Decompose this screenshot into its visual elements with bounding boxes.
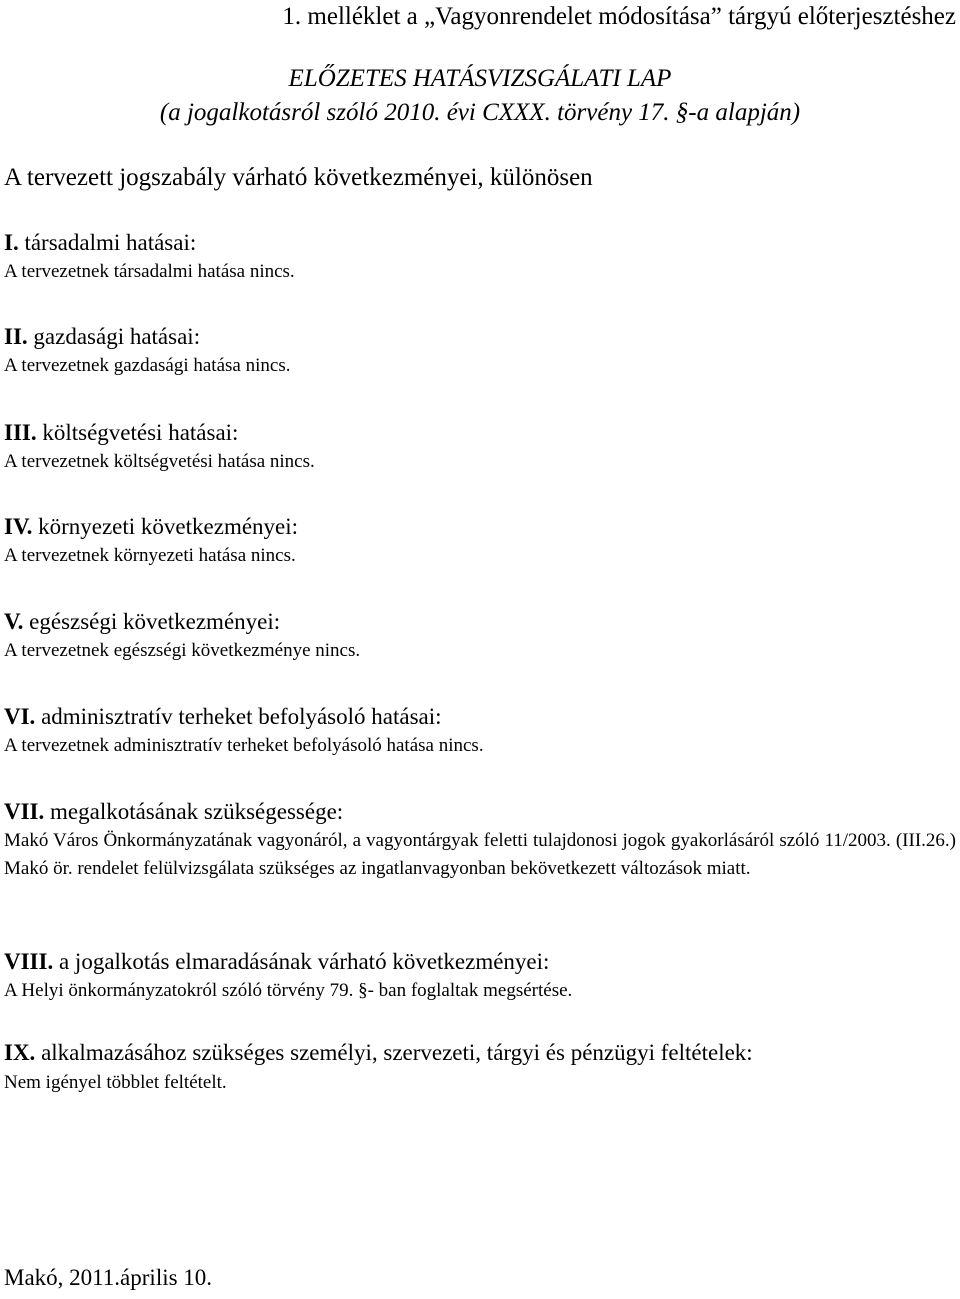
section-number: VI.	[4, 704, 36, 729]
section-budget-impact	[4, 418, 956, 476]
section-title: társadalmi hatásai:	[24, 230, 197, 255]
section-number: V.	[4, 609, 24, 634]
section-title: megalkotásának szükségessége:	[50, 799, 344, 824]
section-heading	[4, 702, 956, 732]
section-title: környezeti következményei:	[38, 514, 299, 539]
section-heading	[4, 947, 956, 977]
section-environmental-impact	[4, 512, 956, 570]
section-heading	[4, 512, 956, 542]
section-title: alkalmazásához szükséges személyi, szervezeti, tárgyi és pénzügyi feltételek:	[41, 1040, 753, 1065]
form-title-main: ELŐZETES HATÁSVIZSGÁLATI LAP	[288, 65, 672, 92]
section-body: Nem igényel többlet feltételt.	[4, 1072, 227, 1093]
section-heading	[4, 607, 956, 637]
section-body: A tervezetnek társadalmi hatása nincs.	[4, 261, 295, 282]
form-title	[0, 62, 960, 130]
section-body: A tervezetnek környezeti hatása nincs.	[4, 545, 296, 566]
section-number: I.	[4, 230, 19, 255]
section-heading	[4, 797, 956, 827]
section-body: A Helyi önkormányzatokról szóló törvény 79. §- ban foglaltak megsértése.	[4, 980, 573, 1001]
section-heading	[4, 322, 956, 352]
place-and-date: Makó, 2011.április 10.	[4, 1265, 213, 1290]
section-heading	[4, 418, 956, 448]
section-number: VIII.	[4, 949, 54, 974]
section-number: IX.	[4, 1040, 36, 1065]
section-health-impact	[4, 607, 956, 665]
section-heading	[4, 228, 956, 258]
section-title: adminisztratív terheket befolyásoló hatásai:	[41, 704, 442, 729]
form-title-legal-basis: (a jogalkotásról szóló 2010. évi CXXX. törvény 17. §-a alapján)	[159, 99, 801, 126]
section-consequences-of-omission	[4, 947, 956, 1005]
section-number: II.	[4, 324, 28, 349]
section-title: költségvetési hatásai:	[42, 420, 239, 445]
section-social-impact	[4, 228, 956, 286]
section-necessity	[4, 797, 956, 883]
section-body: A tervezetnek költségvetési hatása nincs.	[4, 451, 315, 472]
section-title: egészségi következményei:	[29, 609, 281, 634]
section-title: gazdasági hatásai:	[33, 324, 201, 349]
section-body: A tervezetnek gazdasági hatása nincs.	[4, 355, 291, 376]
section-required-conditions	[4, 1037, 956, 1097]
section-title: a jogalkotás elmaradásának várható következményei:	[58, 949, 550, 974]
section-body: Makó Város Önkormányzatának vagyonáról, a vagyontárgyak feletti tulajdonosi jogok gyakorlásáról szóló 11/2003. (III.26.) Makó ör. rendelet felülvizsgálata szükséges az ingatlanvagyonban bekövetkezett változások miatt.	[4, 830, 956, 879]
section-heading	[4, 1037, 956, 1069]
section-administrative-impact	[4, 702, 956, 760]
section-number: III.	[4, 420, 37, 445]
section-number: IV.	[4, 514, 33, 539]
section-body: A tervezetnek adminisztratív terheket befolyásoló hatása nincs.	[4, 735, 484, 756]
section-economic-impact	[4, 322, 956, 380]
section-body: A tervezetnek egészségi következménye nincs.	[4, 640, 361, 661]
intro-text: A tervezett jogszabály várható következményei, különösen	[4, 164, 593, 191]
annex-header: 1. melléklet a „Vagyonrendelet módosítása” tárgyú előterjesztéshez	[282, 3, 956, 30]
section-number: VII.	[4, 799, 45, 824]
